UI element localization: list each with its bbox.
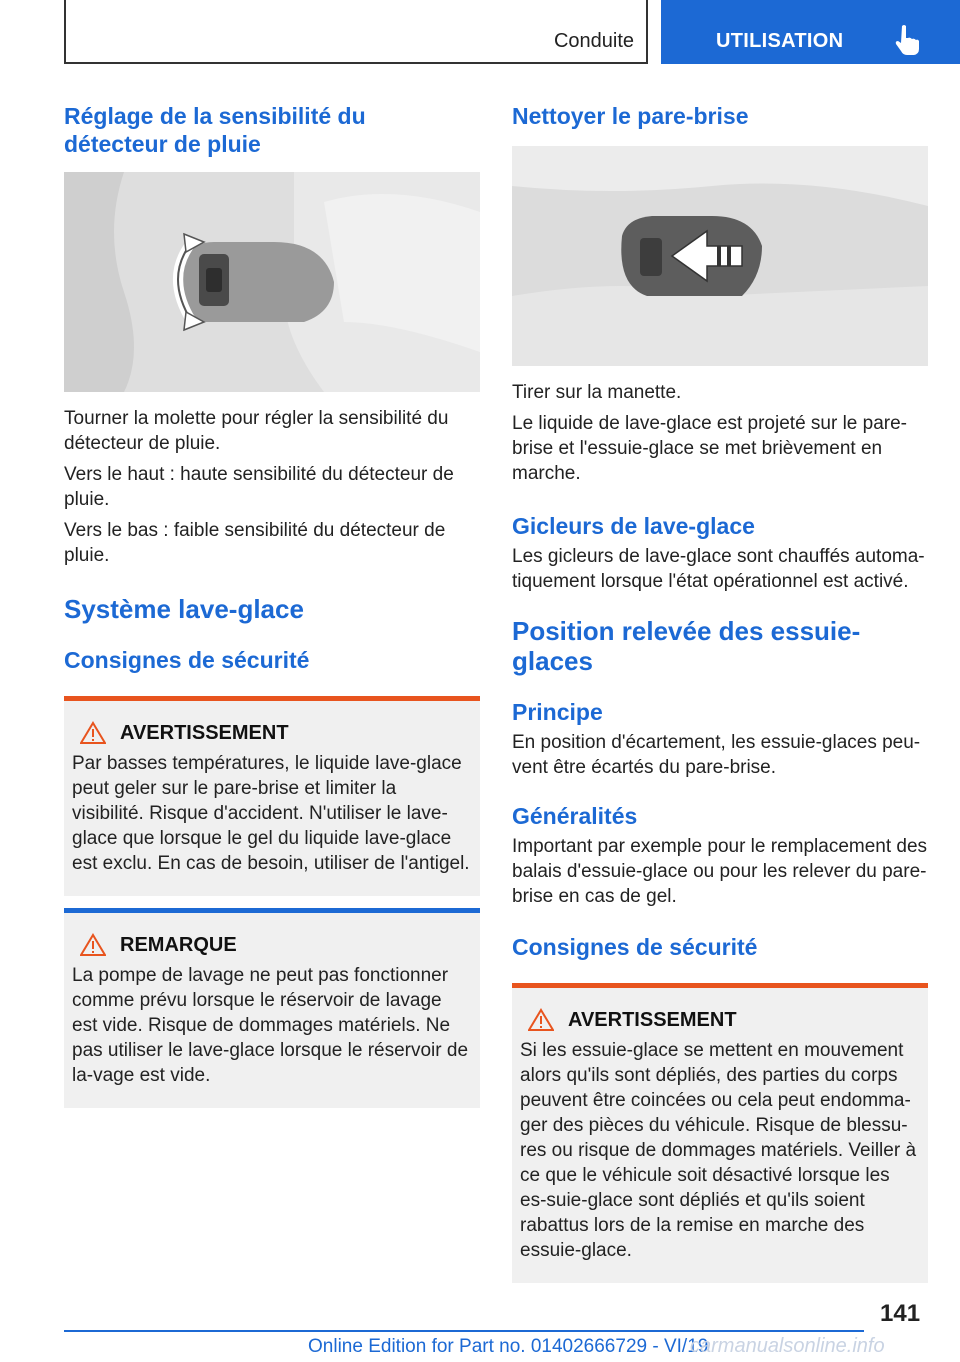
heading-washer-system: Système lave-glace [64,594,304,624]
paragraph-upward-high: Vers le haut : haute sensibilité du détecteur de pluie. [64,464,454,510]
notice-text: La pompe de lavage ne peut pas fonctionner comme prévu lorsque le réservoir de lavage est vide. Risque de dommages matériels. Ne pas utiliser le lave-glace lorsque le réservoir de la-vage est vide. [72,965,469,1086]
paragraph-pull-stalk: Tirer sur la manette. [512,382,682,403]
warning-title: AVERTISSEMENT [120,721,289,744]
left-column [64,102,480,1108]
paragraph-general: Important par exemple pour le remplacement des balais d'essuie-glace ou pour les relever du pare-brise en cas de gel. [512,836,928,907]
pointing-hand-icon [893,24,923,56]
warning-text-right: Si les essuie-glace se mettent en mouvement alors qu'ils sont dépliés, des parties du corps peuvent être coincées ou cela peut endomma-ger des pièces du véhicule. Risque de blessu-res ou risque de dommages matériels. Veiller à ce que le véhicule soit désactivé lorsque les es-suie-glace sont dépliés et qu'ils soient rabattus lors de la remise en marche des essuie-glace. [520,1040,917,1261]
figure-wiper-stalk-pull [512,146,928,366]
figure-rain-sensor-dial [64,172,480,392]
paragraph-turn-dial: Tourner la molette pour régler la sensibilité du détecteur de pluie. [64,408,449,454]
heading-rain-sensor-sensitivity: Réglage de la sensibilité du détecteur de pluie [64,103,366,157]
warning-triangle-icon [528,1008,554,1032]
footer-rule [64,1330,864,1332]
heading-washer-nozzles: Gicleurs de lave-glace [512,513,755,539]
heading-safety-notes-left: Consignes de sécurité [64,647,310,673]
page-number: 141 [880,1300,921,1327]
heading-clean-windshield: Nettoyer le pare-brise [512,103,749,129]
header-section-box [64,0,648,64]
warning-text: Par basses températures, le liquide lave-glace peut geler sur le pare-brise et limiter la visibilité. Risque d'accident. N'utiliser le lave-glace que lorsque le gel du liquide lave-glace est exclu. En cas de besoin, utiliser de l'antigel. [72,753,470,874]
heading-safety-notes-right: Consignes de sécurité [512,934,758,960]
paragraph-fluid-sprayed: Le liquide de lave-glace est projeté sur le pare-brise et l'essuie-glace se met brièvement en marche. [512,413,908,484]
notice-triangle-icon [80,933,106,957]
warning-box-wipers [512,983,928,1283]
header-section-title: Conduite [553,30,634,52]
heading-general: Généralités [512,803,638,829]
warning-triangle-icon [80,721,106,745]
footer-watermark: carmanualsonline.info [690,1335,885,1357]
footer-edition: Online Edition for Part no. 01402666729 - VI/19 [308,1336,709,1357]
header-chapter-tab [661,0,960,64]
right-column [512,102,928,1283]
paragraph-downward-low: Vers le bas : faible sensibilité du détecteur de pluie. [64,520,446,566]
heading-wiper-fold-out: Position relevée des essuie-glaces [512,616,861,676]
heading-principle: Principe [512,699,603,725]
paragraph-nozzles-heated: Les gicleurs de lave-glace sont chauffés automa-tiquement lorsque l'état opérationnel est activé. [512,546,925,592]
paragraph-principle: En position d'écartement, les essuie-glaces peu-vent être écartés du pare-brise. [512,732,921,778]
header-chapter-title: UTILISATION [716,30,844,52]
warning-title-right: AVERTISSEMENT [568,1008,737,1031]
notice-box-pump [64,908,480,1108]
warning-box-freezing [64,696,480,896]
notice-title: REMARQUE [120,933,237,956]
